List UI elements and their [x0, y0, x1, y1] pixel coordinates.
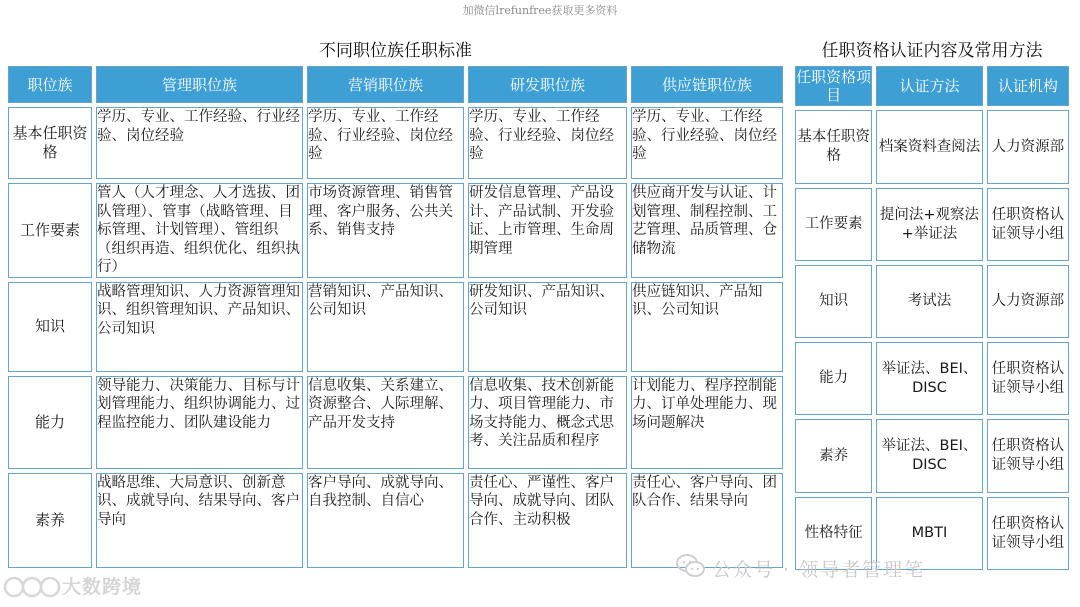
- header-management: 管理职位族: [96, 66, 303, 103]
- org-cell: 人力资源部: [987, 110, 1069, 184]
- method-cell: 考试法: [876, 265, 983, 338]
- table-cell: 信息收集、关系建立、资源整合、人际理解、产品开发支持: [307, 376, 464, 469]
- table-cell: 责任心、严谨性、客户导向、成就导向、团队合作、主动积极: [468, 473, 627, 568]
- row-label: 基本任职资格: [8, 107, 92, 179]
- org-cell: 任职资格认证领导小组: [987, 188, 1069, 261]
- table-row: [8, 376, 783, 469]
- org-cell: 人力资源部: [987, 265, 1069, 338]
- left-watermark: 大数跨境: [62, 576, 143, 598]
- item-cell: 基本任职资格: [795, 110, 872, 184]
- table-cell: 客户导向、成就导向、自我控制、自信心: [307, 473, 464, 568]
- org-cell: 任职资格认证领导小组: [987, 342, 1069, 415]
- wechat-logo-icon: [676, 553, 706, 579]
- job-family-standards-table: [4, 62, 787, 572]
- row-label: 素养: [8, 473, 92, 568]
- method-cell: 档案资料查阅法: [876, 110, 983, 184]
- org-cell: 任职资格认证领导小组: [987, 419, 1069, 493]
- org-cell: 任职资格认证领导小组: [987, 497, 1069, 570]
- method-cell: 提问法+观察法+举证法: [876, 188, 983, 261]
- table-cell: 战略管理知识、人力资源管理知识、组织管理知识、产品知识、公司知识: [96, 282, 303, 372]
- table-header-row: [8, 66, 783, 103]
- header-marketing: 营销职位族: [307, 66, 464, 103]
- brand-logo-icon: [2, 572, 62, 602]
- certification-methods-table: [791, 62, 1073, 574]
- header-method: 认证方法: [876, 66, 983, 106]
- row-label: 能力: [8, 376, 92, 469]
- table-cell: 计划能力、程序控制能力、订单处理能力、现场问题解决: [631, 376, 783, 469]
- table-row: [795, 110, 1069, 184]
- method-cell: MBTI: [876, 497, 983, 570]
- header-supply-chain: 供应链职位族: [631, 66, 783, 103]
- table-row: [795, 419, 1069, 493]
- item-cell: 能力: [795, 342, 872, 415]
- table-cell: 信息收集、技术创新能力、项目管理能力、市场支持能力、概念式思考、关注品质和程序: [468, 376, 627, 469]
- header-job-family: 职位族: [8, 66, 92, 103]
- table-row: [795, 188, 1069, 261]
- table-cell: 学历、专业、工作经验、行业经验、岗位经验: [468, 107, 627, 179]
- item-cell: 知识: [795, 265, 872, 338]
- table-row: [795, 265, 1069, 338]
- table-cell: 供应链知识、产品知识、公司知识: [631, 282, 783, 372]
- table-cell: 营销知识、产品知识、公司知识: [307, 282, 464, 372]
- table-cell: 领导能力、决策能力、目标与计划管理能力、组织协调能力、过程监控能力、团队建设能力: [96, 376, 303, 469]
- row-label: 知识: [8, 282, 92, 372]
- method-cell: 举证法、BEI、DISC: [876, 419, 983, 493]
- table-cell: 研发信息管理、产品设计、产品试制、开发验证、上市管理、生命周期管理: [468, 183, 627, 278]
- table-cell: 供应商开发与认证、计划管理、制程控制、工艺管理、品质管理、仓储物流: [631, 183, 783, 278]
- table-cell: 研发知识、产品知识、公司知识: [468, 282, 627, 372]
- table-cell: 学历、专业、工作经验、行业经验、岗位经验: [96, 107, 303, 179]
- method-cell: 举证法、BEI、DISC: [876, 342, 983, 415]
- table-cell: 管人（人才理念、人才选拔、团队管理）、管事（战略管理、目标管理、计划管理）、管组织（组织再造、组织优化、组织执行）: [96, 183, 303, 278]
- item-cell: 性格特征: [795, 497, 872, 570]
- right-table-title: 任职资格认证内容及常用方法: [821, 41, 1043, 61]
- table-cell: 学历、专业、工作经验、行业经验、岗位经验: [307, 107, 464, 179]
- table-cell: 战略思维、大局意识、创新意识、成就导向、结果导向、客户导向: [96, 473, 303, 568]
- table-cell: 责任心、客户导向、团队合作、结果导向: [631, 473, 783, 568]
- table-row: [8, 183, 783, 278]
- table-row: [8, 282, 783, 372]
- table-cell: 市场资源管理、销售管理、客户服务、公共关系、销售支持: [307, 183, 464, 278]
- table-cell: 学历、专业、工作经验、行业经验、岗位经验: [631, 107, 783, 179]
- item-cell: 素养: [795, 419, 872, 493]
- header-org: 认证机构: [987, 66, 1069, 106]
- item-cell: 工作要素: [795, 188, 872, 261]
- left-table-title: 不同职位族任职标准: [319, 41, 472, 61]
- header-item: 任职资格项目: [796, 68, 872, 104]
- table-header-row: [795, 66, 1069, 106]
- top-watermark: 加微信lrefunfree获取更多资料: [462, 4, 618, 17]
- bottom-watermark: 公众号 · 领导者管理笔: [712, 559, 926, 581]
- table-row: [8, 107, 783, 179]
- table-row: [795, 342, 1069, 415]
- table-row: [8, 473, 783, 568]
- row-label: 工作要素: [8, 183, 92, 278]
- header-rnd: 研发职位族: [468, 66, 627, 103]
